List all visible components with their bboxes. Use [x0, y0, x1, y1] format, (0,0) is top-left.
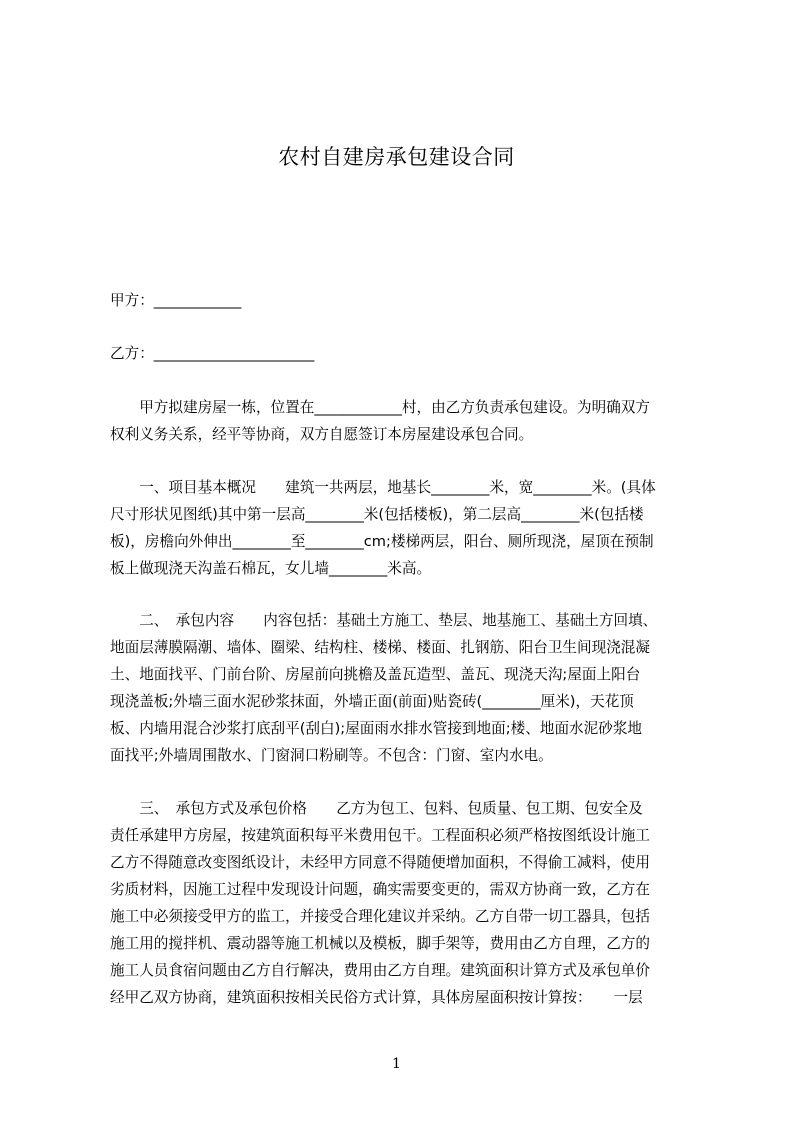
section1-line: 一、项目基本概况 建筑一共两层，地基长________米，宽________米。(具体: [110, 479, 656, 496]
section3-line: 劣质材料，因施工过程中发现设计问题，确实需要变更的，需双方协商一致，乙方在: [110, 881, 650, 898]
section2-line: 板、内墙用混合沙浆打底刮平(刮白);屋面雨水排水管接到地面;楼、地面水泥砂浆地: [110, 720, 643, 737]
section3-line: 施工用的搅拌机、震动器等施工机械以及模板，脚手架等，费用由乙方自理，乙方的: [110, 935, 650, 952]
section3-line: 乙方不得随意改变图纸设计，未经甲方同意不得随便增加面积，不得偷工减料，使用: [110, 854, 650, 871]
section3-line: 施工人员食宿问题由乙方自行解决，费用由乙方自理。建筑面积计算方式及承包单价: [110, 962, 650, 979]
section2-line: 现浇盖板;外墙三面水泥砂浆抹面，外墙正面(前面)贴瓷砖(________厘米)，天花顶: [110, 693, 634, 710]
section3-line: 经甲乙双方协商，建筑面积按相关民俗方式计算，具体房屋面积按计算按： 一层: [110, 989, 643, 1006]
page-number: 1: [392, 1056, 401, 1072]
section2-line: 面找平;外墙周围散水、门窗洞口粉刷等。不包含：门窗、室内水电。: [110, 747, 553, 764]
section2-line: 二、 承包内容 内容包括：基础土方施工、垫层、地基施工、基础土方回填、: [110, 612, 658, 629]
section2-line: 土、地面找平、门前台阶、房屋前向挑檐及盖瓦造型、盖瓦、现浇天沟;屋面上阳台: [110, 666, 641, 683]
section1-line: 板上做现浇天沟盖石棉瓦，女儿墙________米高。: [110, 560, 432, 577]
document-title: 农村自建房承包建设合同: [278, 145, 515, 169]
party-b-line: 乙方：______________________: [110, 345, 315, 362]
section2-line: 地面层薄膜隔潮、墙体、圈梁、结构柱、楼梯、楼面、扎钢筋、阳台卫生间现浇混凝: [110, 639, 650, 656]
section3-line: 施工中必须接受甲方的监工，并接受合理化建议并采纳。乙方自带一切工器具，包括: [110, 908, 650, 925]
section3-line: 责任承建甲方房屋，按建筑面积每平米费用包干。工程面积必须严格按图纸设计施工: [110, 827, 650, 844]
party-a-line: 甲方：____________: [110, 292, 242, 309]
section1-line: 尺寸形状见图纸)其中第一层高________米(包括楼板)，第二层高________米(包括楼: [110, 506, 644, 523]
section1-line: 板)，房檐向外伸出________至________cm;楼梯两层，阳台、厕所现浇，屋顶在预制: [110, 533, 654, 550]
section3-line: 三、 承包方式及承包价格 乙方为包工、包料、包质量、包工期、包安全及: [110, 800, 643, 817]
intro-line: 甲方拟建房屋一栋，位置在____________村，由乙方负责承包建设。为明确双方: [110, 399, 650, 416]
intro-line: 权利义务关系，经平等协商，双方自愿签订本房屋建设承包合同。: [110, 426, 534, 443]
